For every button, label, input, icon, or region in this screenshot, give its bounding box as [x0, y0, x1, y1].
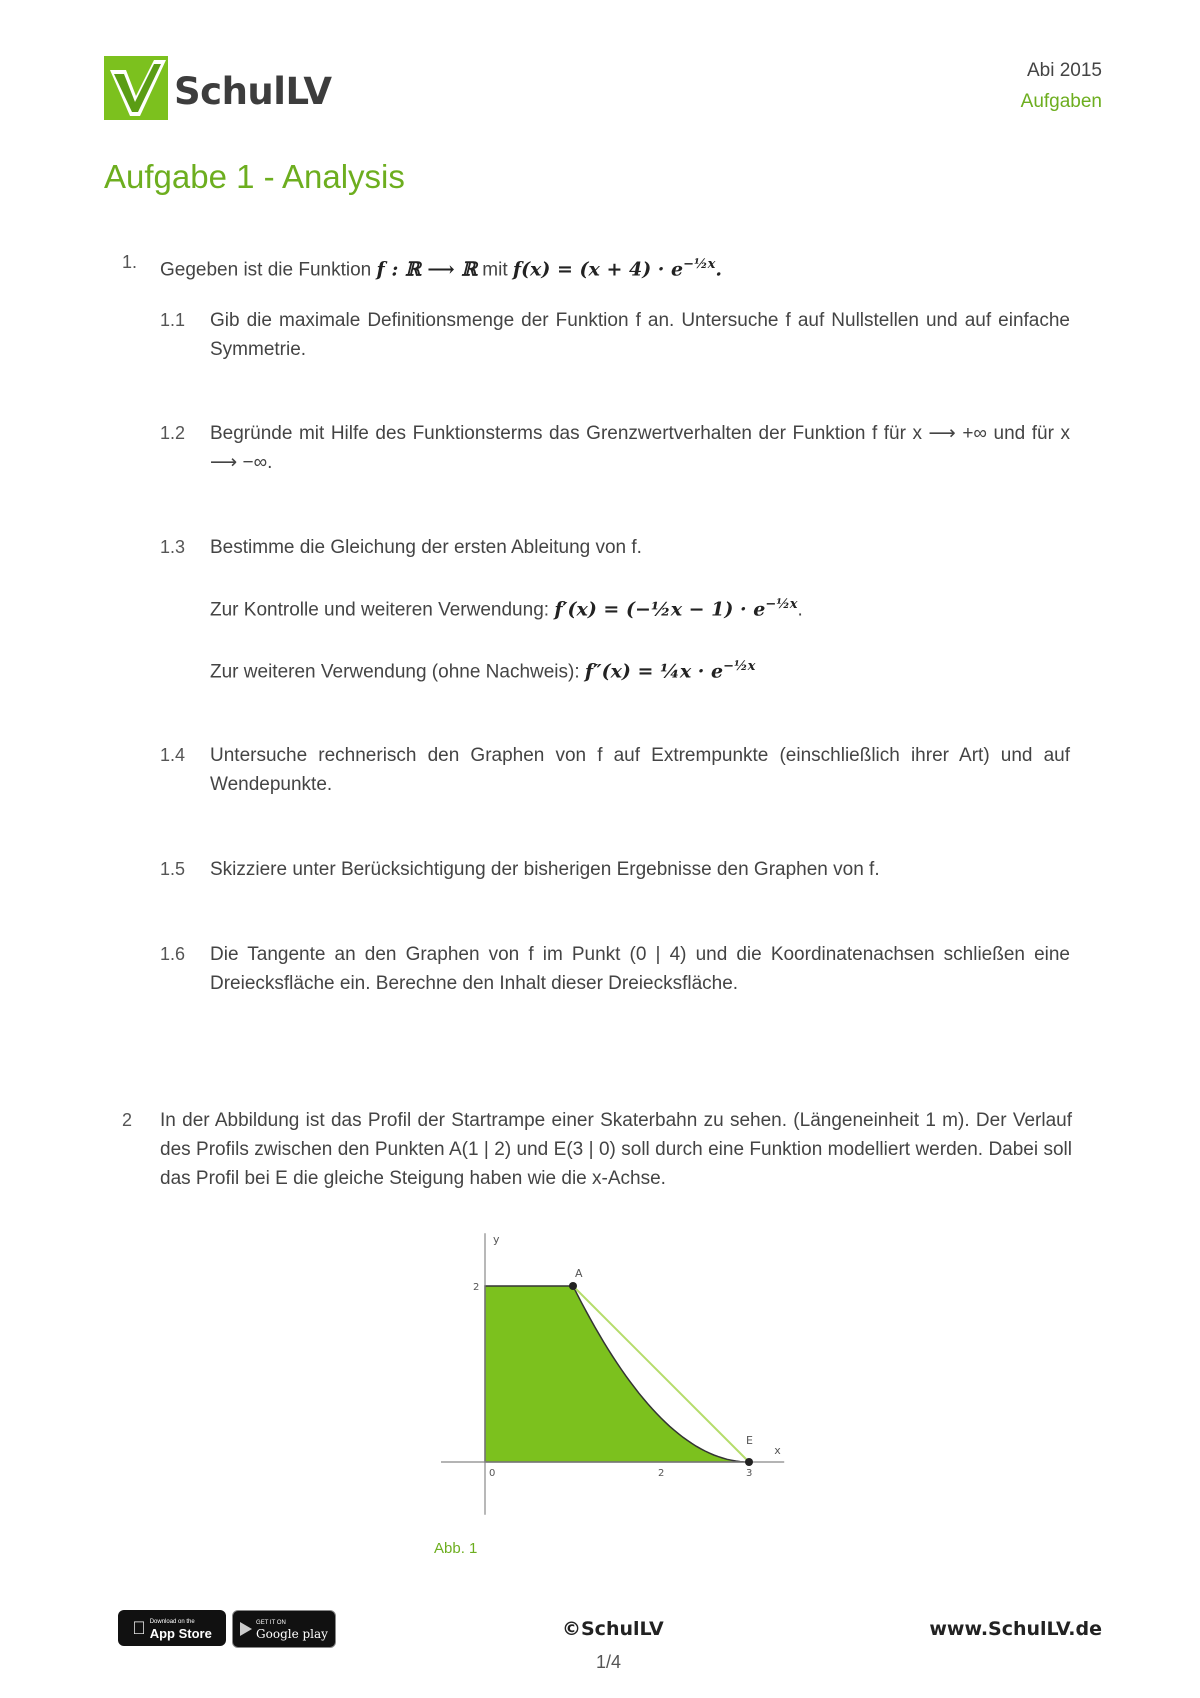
further-line [210, 652, 1070, 686]
point-a-label: A [575, 1267, 583, 1280]
footer-website[interactable]: www.SchulLV.de [929, 1618, 1102, 1640]
subtask-number-1-2: 1.2 [160, 423, 186, 443]
subtask-text-1-4: Untersuche rechnerisch den Graphen von f auf Extrempunkte (einschließlich ihrer Art) und auf Wendepunkte. [210, 745, 1070, 795]
intro-formula: f(x) = (x + 4) · e [512, 258, 684, 281]
x-axis-label: x [774, 1444, 781, 1457]
subtask-number-1-4: 1.4 [160, 745, 186, 765]
x-tick-3: 3 [746, 1468, 753, 1479]
google-play-badge[interactable] [232, 1610, 336, 1648]
apple-icon [132, 1618, 146, 1639]
page-number: 1/4 [596, 1652, 622, 1672]
subtask-text-1-6: Die Tangente an den Graphen von f im Punkt (0 | 4) und die Koordinatenachsen schließen eine Dreiecksfläche ein. Berechne den Inhalt dieser Dreiecksfläche. [210, 944, 1070, 994]
subtask-number-1-1: 1.1 [160, 310, 186, 330]
brand-name: SchulLV [174, 70, 332, 113]
intro-map: f : ℝ ⟶ ℝ [376, 258, 477, 281]
logo [104, 56, 332, 122]
control-label: Zur Kontrolle und weiteren Verwendung: [210, 599, 550, 621]
subtask-number-1-6: 1.6 [160, 944, 186, 964]
ramp-profile-area [485, 1286, 749, 1462]
control-line: Zur Kontrolle und weiteren Verwendung: f′(x) = (−½x − $1) \cdot e^{-\frac{1}{2}x}$. [210, 597, 803, 621]
y-axis-label: y [493, 1233, 500, 1247]
googleplay-small-text: GET IT ON [256, 1620, 286, 1626]
appstore-small-text: Download on the [142, 1619, 188, 1625]
googleplay-text: Google play [256, 1627, 328, 1641]
play-icon [240, 1622, 252, 1636]
further-exponent: −½x [723, 659, 756, 674]
point-e-label: E [746, 1434, 753, 1447]
further-formula: f″(x) = ¼x · e [584, 660, 724, 683]
control-formula: f′(x) = (−½x − 1) · e [554, 598, 766, 621]
appstore-text: App Store [142, 1626, 206, 1641]
app-store-badge[interactable] [118, 1610, 226, 1646]
intro-mit: mit [482, 259, 508, 281]
exam-label: Abi 2015 [1026, 60, 1102, 81]
section-label: Aufgaben [1020, 91, 1102, 112]
task2-text: In der Abbildung ist das Profil der Startrampe einer Skaterbahn zu sehen. (Längeneinheit 1 m). Der Verlauf des Profils zwischen den Punkten A(1 | 2) und E(3 | 0) soll durch eine Funktion modelliert werden. Dabei soll das Profil bei E die gleiche Steigung haben wie die x-Achse. [160, 1110, 1072, 1189]
schullv-logo-icon [104, 56, 168, 120]
x-tick-2: 2 [658, 1468, 665, 1479]
subtask-text-1-3: Bestimme die Gleichung der ersten Ableitung von f. [210, 537, 642, 558]
y-tick-2: 2 [473, 1282, 480, 1293]
subtask-text-1-2: Begründe mit Hilfe des Funktionsterms das Grenzwertverhalten der Funktion f für x ⟶ +∞ und für x ⟶ −∞. [210, 423, 1070, 473]
figure-caption: Abb. 1 [434, 1540, 478, 1557]
ramp-figure [420, 1220, 840, 1520]
point-a [569, 1282, 577, 1290]
subtask-number-1-3: 1.3 [160, 537, 186, 557]
control-exponent: −½x [765, 597, 798, 612]
task-number: 1. [122, 252, 138, 272]
subtask-text-1-5: Skizziere unter Berücksichtigung der bisherigen Ergebnisse den Graphen von f. [210, 859, 880, 880]
origin-label: 0 [489, 1468, 496, 1479]
subtask-number-1-5: 1.5 [160, 859, 186, 879]
page-title: Aufgabe 1 - Analysis [104, 158, 405, 195]
subtask-text-1-1: Gib die maximale Definitionsmenge der Funktion f an. Untersuche f auf Nullstellen und auf einfache Symmetrie. [210, 310, 1070, 360]
footer-copyright: ©SchulLV [562, 1618, 664, 1640]
task-intro: Gegeben ist die Funktion f : ℝ ⟶ ℝ mit $f(x) = (x + 4) \cdot e^{-\frac{1}{2}x}$. [160, 257, 722, 281]
intro-exponent: −½x [683, 257, 716, 272]
task2-number: 2 [122, 1110, 133, 1130]
intro-text: Gegeben ist die Funktion [160, 259, 372, 281]
point-e [745, 1458, 753, 1466]
further-label: Zur weiteren Verwendung (ohne Nachweis): [210, 661, 580, 683]
